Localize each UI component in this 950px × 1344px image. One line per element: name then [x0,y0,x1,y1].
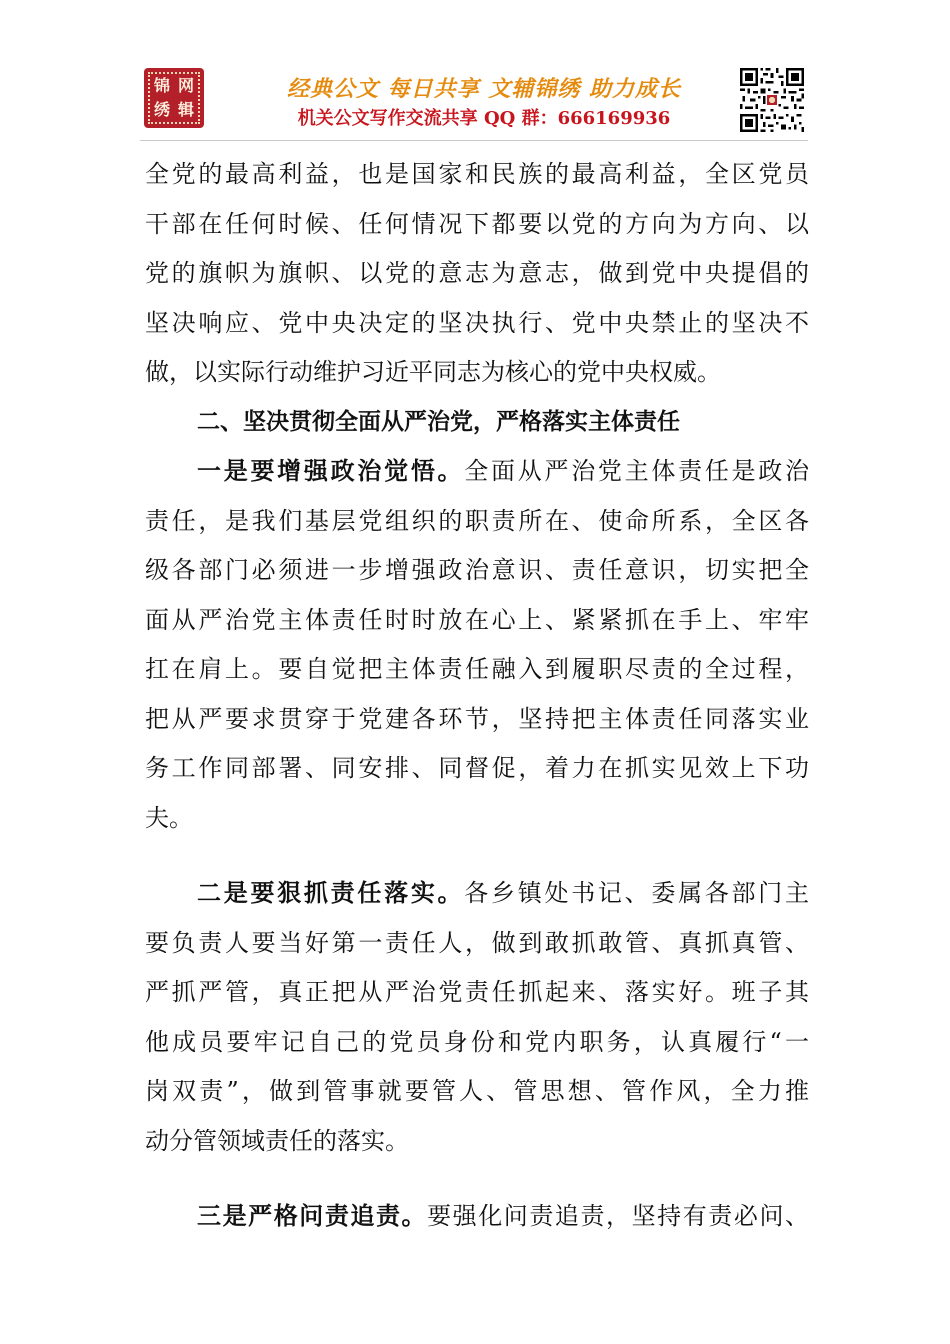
text-line: 扛在肩上。要自觉把主体责任融入到履职尽责的全过程， [145,655,809,683]
seal-char-1: 锦 [153,76,170,95]
paragraph-gap [145,1166,809,1192]
seal-char-3: 绣 [153,100,170,119]
qr-code-icon [740,68,804,132]
section-heading: 二、坚决贯彻全面从严治党，严格落实主体责任 [197,408,680,435]
text-line: 动分管领域责任的落实。 [145,1126,409,1155]
text-line: 面从严治党主体责任时时放在心上、紧紧抓在手上、牢牢 [145,605,809,634]
text-line: 要负责人要当好第一责任人，做到敢抓敢管、真抓真管、 [145,928,809,957]
seal-char-2: 网 [177,76,194,95]
paragraph-text: 各乡镇处书记、委属各部门主 [464,879,810,907]
paragraph-first-line [145,447,809,497]
paragraph-text: 全面从严治党主体责任是政治 [464,457,810,485]
text-line: 夫。 [145,803,193,832]
header-qq-group: 机关公文写作交流共享 QQ 群：666169936 [297,108,671,129]
text-line: 坚决响应、党中央决定的坚决执行、党中央禁止的坚决不 [145,308,809,337]
text-line: 责任，是我们基层党组织的职责所在、使命所系，全区各 [145,506,809,535]
text-line: 务工作同部署、同安排、同督促，着力在抓实见效上下功 [145,754,809,782]
paragraph-4 [145,1192,809,1242]
text-line: 岗双责”，做到管事就要管人、管思想、管作风，全力推 [145,1077,809,1105]
header-banner [140,62,808,138]
text-line: 他成员要牢记自己的党员身份和党内职务，认真履行“一 [145,1027,809,1056]
seal-char-4: 辑 [177,100,194,119]
paragraph-first-line [145,1192,809,1242]
paragraph-lead: 二是要狠抓责任落实。 [197,879,465,907]
text-line: 做，以实际行动维护习近平同志为核心的党中央权威。 [145,358,721,386]
text-line: 级各部门必须进一步增强政治意识、责任意识，切实把全 [145,556,809,584]
text-line: 把从严要求贯穿于党建各环节，坚持把主体责任同落实业 [145,704,809,733]
paragraph-lead: 一是要增强政治觉悟。 [197,457,465,485]
header-slogan: 经典公文 每日共享 文辅锦绣 助力成长 [287,77,681,102]
document-body [145,150,809,1242]
seal-logo [144,68,204,128]
paragraph-first-line [145,869,809,919]
paragraph-lead: 三是严格问责追责。 [197,1202,428,1230]
paragraph-1 [145,150,809,398]
text-line: 党的旗帜为旗帜、以党的意志为意志，做到党中央提倡的 [145,259,809,287]
text-line: 全党的最高利益，也是国家和民族的最高利益，全区党员 [145,160,809,188]
paragraph-text: 要强化问责追责，坚持有责必问、 [427,1202,810,1230]
paragraph-3 [145,869,809,1166]
text-line: 干部在任何时候、任何情况下都要以党的方向为方向、以 [145,209,809,238]
header-divider [140,140,808,141]
text-line: 严抓严管，真正把从严治党责任抓起来、落实好。班子其 [145,978,809,1006]
paragraph-2 [145,447,809,843]
paragraph-gap [145,843,809,869]
